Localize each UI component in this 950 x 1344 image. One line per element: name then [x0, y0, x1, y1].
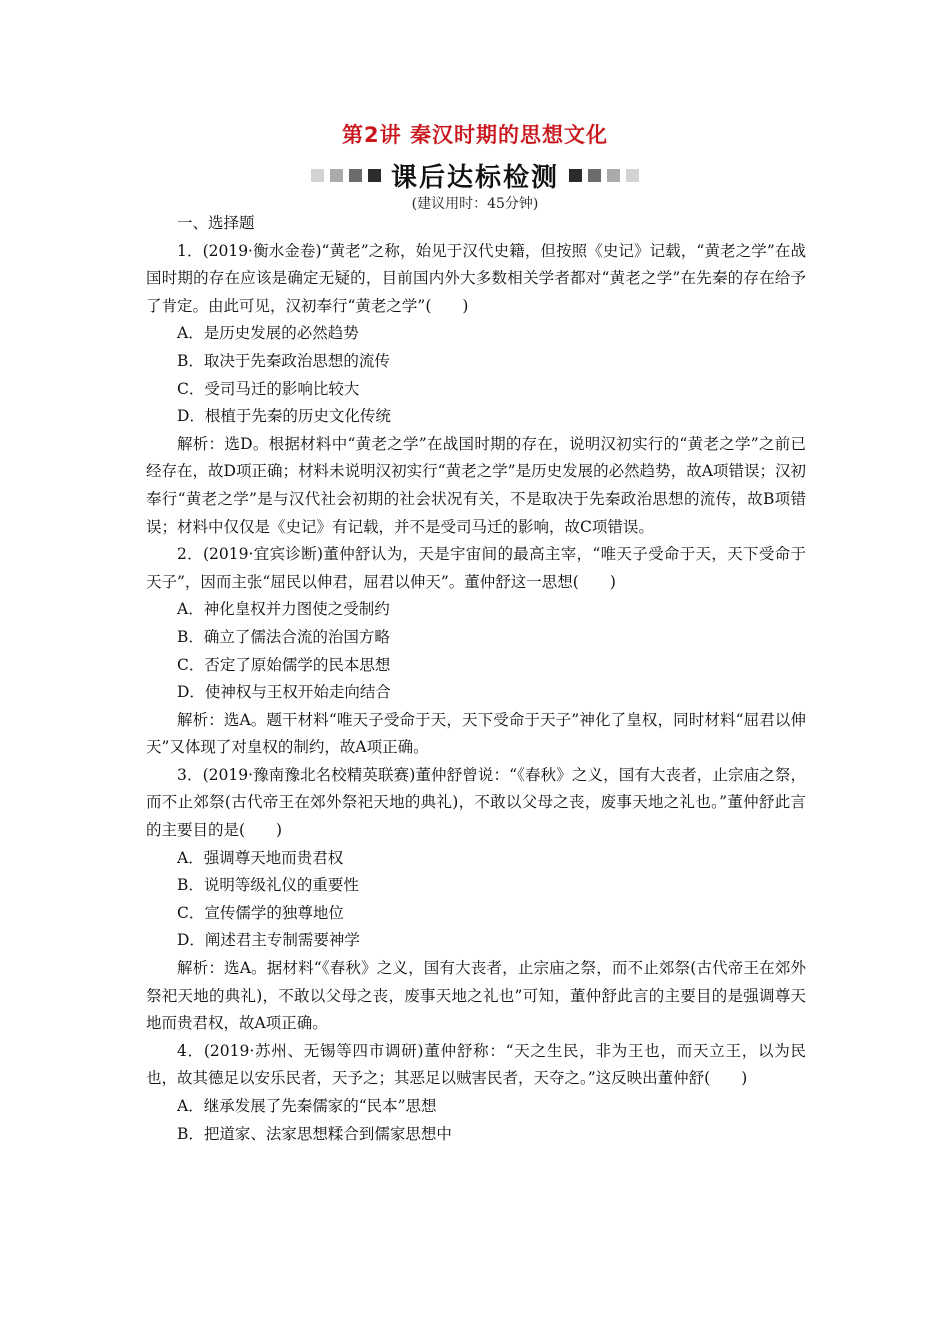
option-d: D．根植于先秦的历史文化传统 — [177, 407, 391, 426]
question-stem: 2．(2019·宜宾诊断)董仲舒认为，天是宇宙间的最高主宰，“唯天子受命于天，天下受命于天子”，因而主张“屈民以伸君，屈君以伸天”。董仲舒这一思想( ) — [146, 545, 806, 591]
option-a: A．继承发展了先秦儒家的“民本”思想 — [177, 1097, 437, 1115]
banner-decoration-right — [569, 169, 639, 182]
section-heading: 一、选择题 — [177, 214, 255, 232]
option-c: C．宣传儒学的独尊地位 — [177, 903, 344, 922]
option-b: B．确立了儒法合流的治国方略 — [177, 627, 390, 646]
option-a: A．神化皇权并力图使之受制约 — [177, 600, 390, 619]
section-banner — [0, 158, 950, 192]
lesson-title: 第2讲 秦汉时期的思想文化 — [342, 123, 608, 147]
question-stem: 1．(2019·衡水金卷)“黄老”之称，始见于汉代史籍，但按照《史记》记载，“黄老之学”在战国时期的存在应该是确定无疑的，目前国内外大多数相关学者都对“黄老之学”在先秦的存在给予了肯定。由此可见，汉初奉行“黄老之学”( ) — [146, 241, 806, 315]
question-stem: 4．(2019·苏州、无锡等四市调研)董仲舒称：“天之生民，非为王也，而天立王，以为民也，故其德足以安乐民者，天予之；其恶足以贼害民者，天夺之。”这反映出董仲舒( ) — [146, 1041, 806, 1088]
option-b: B．把道家、法家思想糅合到儒家思想中 — [177, 1124, 452, 1143]
option-a: A．强调尊天地而贵君权 — [177, 848, 344, 867]
option-d: D．阐述君主专制需要神学 — [177, 931, 360, 950]
answer-analysis: 解析：选A。据材料“《春秋》之义，国有大丧者，止宗庙之祭，而不止郊祭(古代帝王在郊外祭祀天地的典礼)，不敢以父母之丧，废事天地之礼也”可知，董仲舒此言的主要目的是强调尊天地而贵君权，故A项正确。 — [146, 959, 806, 1033]
banner-decoration-left — [311, 169, 381, 182]
question-stem: 3．(2019·豫南豫北名校精英联赛)董仲舒曾说：“《春秋》之义，国有大丧者，止宗庙之祭，而不止郊祭(古代帝王在郊外祭祀天地的典礼)，不敢以父母之丧，废事天地之礼也。”董仲舒此言的主要目的是( ) — [146, 765, 806, 840]
answer-analysis: 解析：选D。根据材料中“黄老之学”在战国时期的存在，说明汉初实行的“黄老之学”之前已经存在，故D项正确；材料未说明汉初实行“黄老之学”是历史发展的必然趋势，故A项错误；汉初奉行“黄老之学”是与汉代社会初期的社会状况有关，不是取决于先秦政治思想的流传，故B项错误；材料中仅仅是《史记》有记载，并不是受司马迁的影响，故C项错误。 — [146, 434, 806, 536]
question-body — [146, 210, 806, 1148]
suggested-time: (建议用时：45分钟) — [411, 196, 539, 212]
banner-title: 课后达标检测 — [390, 162, 559, 193]
answer-analysis: 解析：选A。题干材料“唯天子受命于天，天下受命于天子”神化了皇权，同时材料“屈君以伸天”又体现了对皇权的制约，故A项正确。 — [146, 710, 806, 757]
option-b: B．说明等级礼仪的重要性 — [177, 876, 359, 895]
option-c: C．否定了原始儒学的民本思想 — [177, 655, 391, 674]
option-d: D．使神权与王权开始走向结合 — [177, 683, 391, 702]
option-b: B．取决于先秦政治思想的流传 — [177, 351, 390, 370]
option-a: A．是历史发展的必然趋势 — [177, 324, 359, 343]
option-c: C．受司马迁的影响比较大 — [177, 379, 360, 398]
